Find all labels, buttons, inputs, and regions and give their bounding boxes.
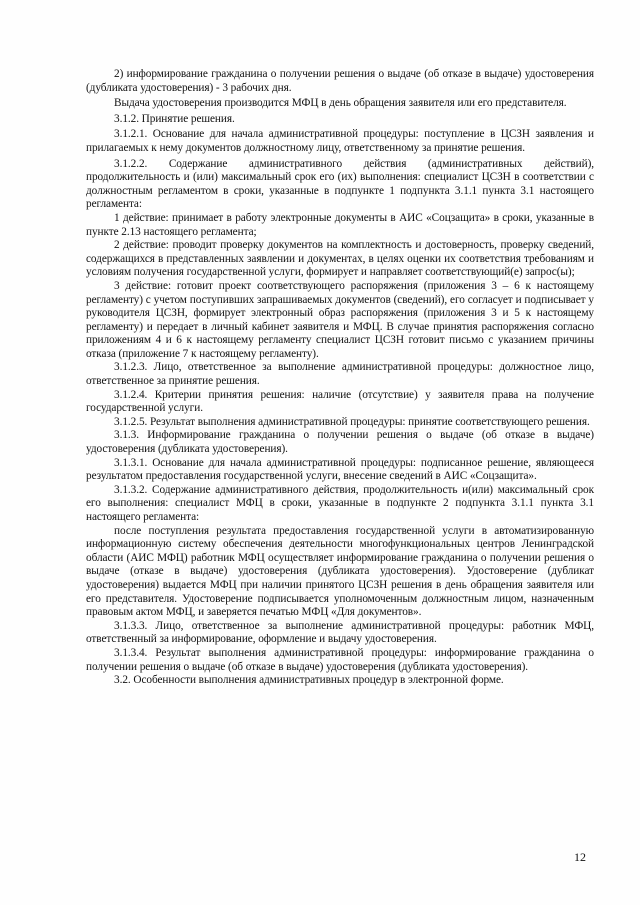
paragraph: 2) информирование гражданина о получении решения о выдаче (об отказе в выдаче) удостоверения (дубликата удостоверения) - 3 рабочих дня.: [86, 68, 594, 94]
page-number: 12: [574, 850, 586, 864]
paragraph: после поступления результата предоставления государственной услуги в автоматизированную информационную систему обеспечения деятельности многофункциональных центров Ленинградской области (АИС МФЦ) работник МФЦ осуществляет информирование гражданина о получении решения о выдаче (отказе в выдаче) удостоверения (дубликата удостоверения). Удостоверение (дубликат удостоверения) выдается МФЦ при наличии принятого ЦСЗН решения в день обращения заявителя или его представителя. Удостоверение подписывается уполномоченным должностным лицом, назначенным правовым актом МФЦ, и заверяется печатью МФЦ «Для документов».: [86, 524, 594, 619]
paragraph: 3 действие: готовит проект соответствующего распоряжения (приложения 3 – 6 к настоящему регламенту) с учетом поступивших запрашиваемых документов (сведений), его согласует и подписывает у руководителя ЦСЗН, формирует электронный образ распоряжения (приложения 3 и 5 к настоящему регламенту) и передает в личный кабинет заявителя и МФЦ. В случае принятия распоряжения согласно приложениям 4 и 6 к настоящему регламенту специалист ЦСЗН готовит письмо с указанием причины отказа (приложение 7 к настоящему регламенту).: [86, 279, 594, 360]
paragraph: 3.1.2.5. Результат выполнения административной процедуры: принятие соответствующего решения.: [114, 415, 590, 428]
paragraph: 3.1.3.4. Результат выполнения административной процедуры: информирование гражданина о получении решения о выдаче (об отказе в выдаче) удостоверения (дубликата удостоверения).: [86, 646, 594, 673]
section-heading: 3.2. Особенности выполнения административных процедур в электронной форме.: [114, 674, 504, 687]
paragraph: 1 действие: принимает в работу электронные документы в АИС «Соцзащита» в сроки, указанные в пункте 2.13 настоящего регламента;: [86, 211, 594, 238]
section-heading: 3.1.2. Принятие решения.: [114, 112, 235, 125]
section-heading: 3.1.3. Информирование гражданина о получении решения о выдаче (об отказе в выдаче) удостоверения (дубликата удостоверения).: [86, 429, 594, 456]
paragraph: 3.1.2.1. Основание для начала административной процедуры: поступление в ЦСЗН заявления и прилагаемых к нему документов должностному лицу, ответственному за принятие решения.: [86, 128, 594, 154]
paragraph: Выдача удостоверения производится МФЦ в день обращения заявителя или его представителя.: [114, 97, 567, 110]
paragraph: 3.1.2.4. Критерии принятия решения: наличие (отсутствие) у заявителя права на получение государственной услуги.: [86, 388, 594, 415]
paragraph: 3.1.2.2. Содержание административного действия (административных действий), продолжительность и (или) максимальный срок его (их) выполнения: специалист ЦСЗН в соответствии с должностным регламентом в сроки, указанные в подпункте 1 подпункта 3.1.1 пункта 3.1 настоящего регламента:: [86, 157, 594, 211]
paragraph: 3.1.3.3. Лицо, ответственное за выполнение административной процедуры: работник МФЦ, ответственный за информирование, оформление и выдачу удостоверения.: [86, 619, 594, 646]
paragraph: 3.1.3.1. Основание для начала административной процедуры: подписанное решение, являющееся результатом предоставления государственной услуги, внесение сведений в АИС «Соцзащита».: [86, 456, 594, 483]
paragraph: 2 действие: проводит проверку документов на комплектность и достоверность, проверку сведений, содержащихся в представленных заявлении и документах, в целях оценки их соответствия требованиям и условиям получения государственной услуги, формирует и направляет соответствующий(е) запрос(ы);: [86, 239, 594, 279]
document-body: [86, 68, 594, 688]
paragraph: 3.1.2.3. Лицо, ответственное за выполнение административной процедуры: должностное лицо, ответственное за принятие решения.: [86, 361, 594, 388]
paragraph: 3.1.3.2. Содержание административного действия, продолжительность и(или) максимальный срок его выполнения: специалист МФЦ в сроки, указанные в подпункте 2 подпункта 3.1.1 пункта 3.1 настоящего регламента:: [86, 483, 594, 523]
